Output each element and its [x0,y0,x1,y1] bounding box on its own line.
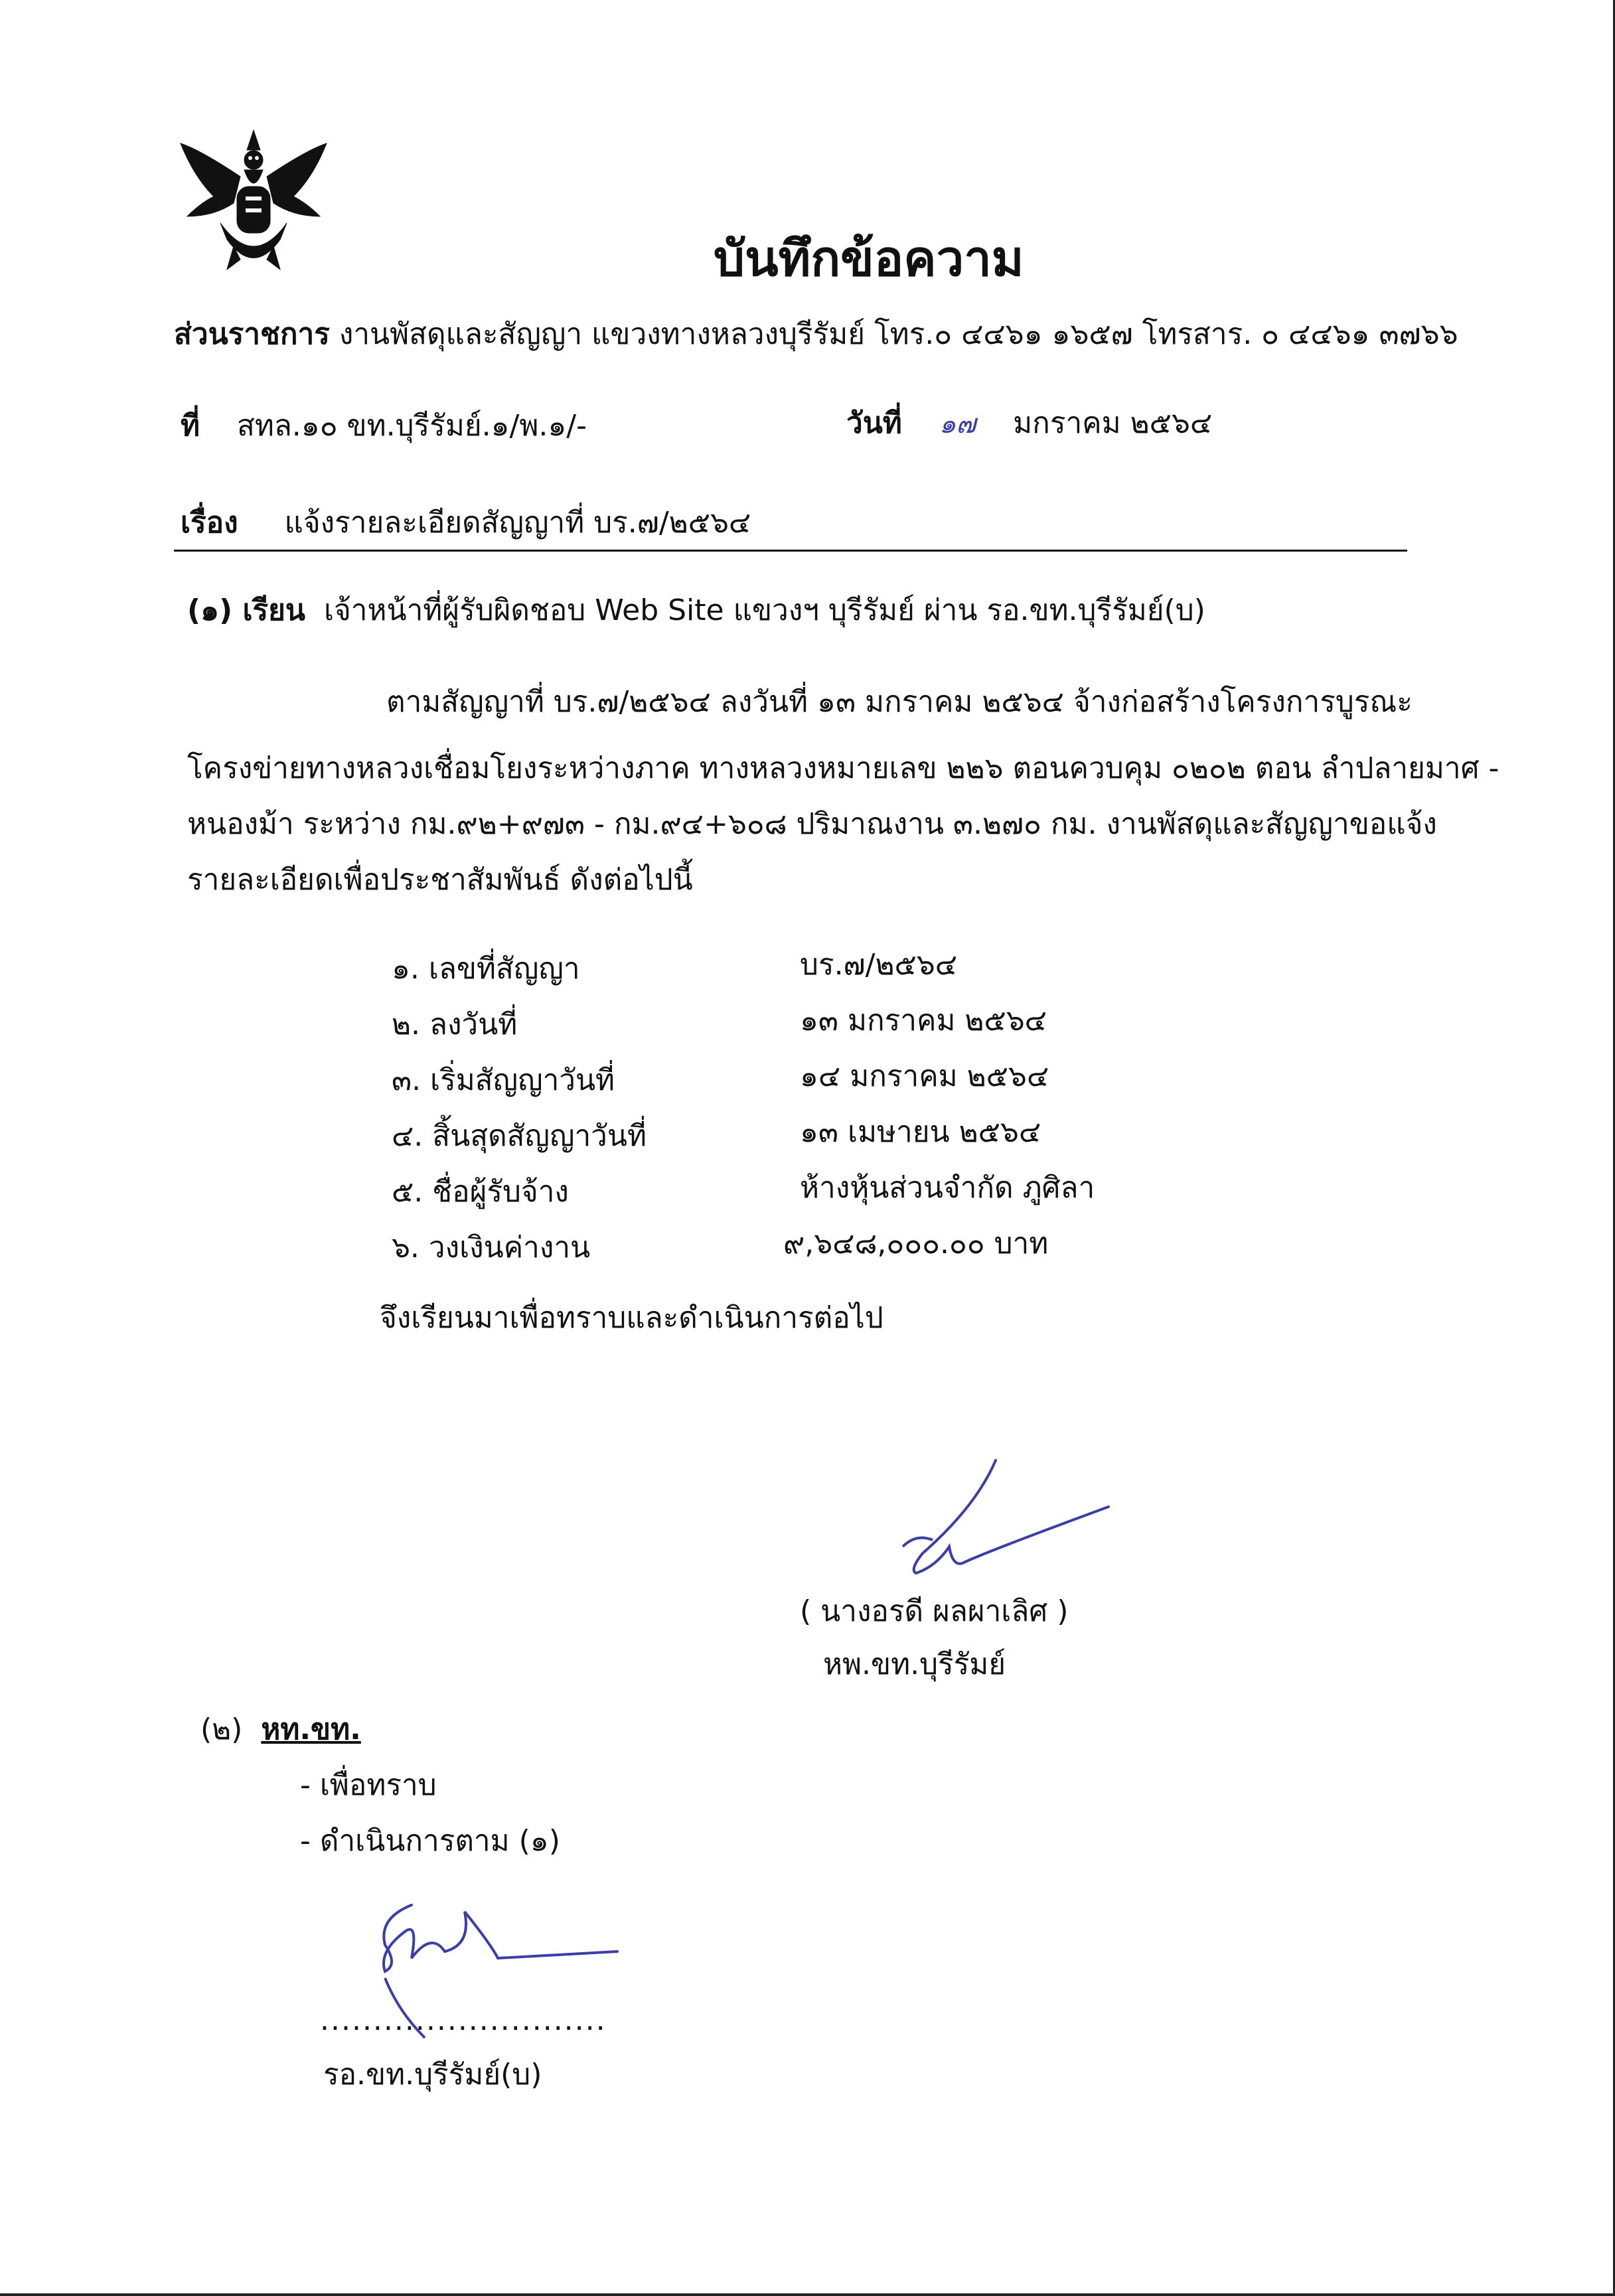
date-label: วันที่ [846,406,902,440]
note-2-label: (๒) [200,1713,243,1746]
detail-value: บร.๗/๒๕๖๔ [800,948,957,982]
signer-position: หพ.ขท.บุรีรัมย์ [823,1647,1006,1681]
body-line-3: หนองม้า ระหว่าง กม.๙๒+๙๗๓ - กม.๙๔+๖๐๘ ปริมาณงาน ๓.๒๗๐ กม. งานพัสดุและสัญญาขอแจ้ง [187,807,1437,841]
detail-value: ๑๓ มกราคม ๒๕๖๔ [800,1004,1047,1037]
detail-label: ๒. ลงวันที่ [392,1008,518,1041]
detail-value: ๑๓ เมษายน ๒๕๖๔ [800,1115,1041,1149]
body-line-2: โครงข่ายทางหลวงเชื่อมโยงระหว่างภาค ทางหลวงหมายเลข ๒๒๖ ตอนควบคุม ๐๒๐๒ ตอน ลำปลายมาศ - [187,751,1500,785]
ref-line [181,409,587,444]
note-2-to: หท.ขท. [261,1713,361,1746]
addressee-label: (๑) เรียน [187,593,305,627]
closing-line: จึงเรียนมาเพื่อทราบและดำเนินการต่อไป [380,1301,884,1335]
signature-dots: ........................... [320,2003,607,2037]
detail-label: ๔. สิ้นสุดสัญญาวันที่ [392,1119,647,1153]
subject-value: แจ้งรายละเอียดสัญญาที่ บร.๗/๒๕๖๔ [284,506,751,540]
agency-value: งานพัสดุและสัญญา แขวงทางหลวงบุรีรัมย์ โทร.๐ ๔๔๖๑ ๑๖๕๗ โทรสาร. ๐ ๔๔๖๑ ๓๗๖๖ [339,317,1458,351]
note-2-header [200,1713,361,1748]
ref-value: สทล.๑๐ ขท.บุรีรัมย์.๑/พ.๑/- [236,409,587,443]
detail-label: ๕. ชื่อผู้รับจ้าง [392,1175,569,1209]
ref-label: ที่ [181,409,200,443]
date-rest: มกราคม ๒๕๖๔ [1013,406,1213,440]
detail-value: ห้างหุ้นส่วนจำกัด ภูศิลา [800,1171,1095,1205]
detail-label: ๑. เลขที่สัญญา [392,952,580,986]
addressee-line [187,593,1205,629]
body-line-4: รายละเอียดเพื่อประชาสัมพันธ์ ดังต่อไปนี้ [187,863,693,897]
note-2-item: - เพื่อทราบ [300,1768,437,1802]
note-2-item: - ดำเนินการตาม (๑) [300,1824,560,1858]
addressee-value: เจ้าหน้าที่ผู้รับผิดชอบ Web Site แขวงฯ บุรีรัมย์ ผ่าน รอ.ขท.บุรีรัมย์(บ) [323,593,1205,627]
subject-label: เรื่อง [181,506,238,540]
agency-line [174,317,1458,352]
garuda-emblem-icon [174,123,333,283]
detail-value: ๙,๖๔๘,๐๐๐.๐๐ บาท [783,1227,1049,1261]
note-2-position: รอ.ขท.บุรีรัมย์(บ) [323,2058,542,2092]
date-day: ๑๗ [939,409,976,439]
signature-image [876,1454,1122,1586]
scan-edge-bottom [0,2293,1615,2296]
memo-title: บันทึกข้อความ [714,230,1024,287]
agency-label: ส่วนราชการ [174,317,330,351]
signer-name: ( นางอรดี ผลผาเลิศ ) [800,1594,1069,1628]
detail-value: ๑๔ มกราคม ๒๕๖๔ [800,1059,1049,1093]
detail-label: ๓. เริ่มสัญญาวันที่ [392,1063,615,1097]
date-line [846,406,1212,441]
body-line-1: ตามสัญญาที่ บร.๗/๒๕๖๔ ลงวันที่ ๑๓ มกราคม ๒๕๖๔ จ้างก่อสร้างโครงการบูรณะ [386,685,1413,719]
subject-divider [174,550,1407,552]
subject-line [181,506,751,541]
detail-label: ๖. วงเงินค่างาน [392,1231,591,1264]
